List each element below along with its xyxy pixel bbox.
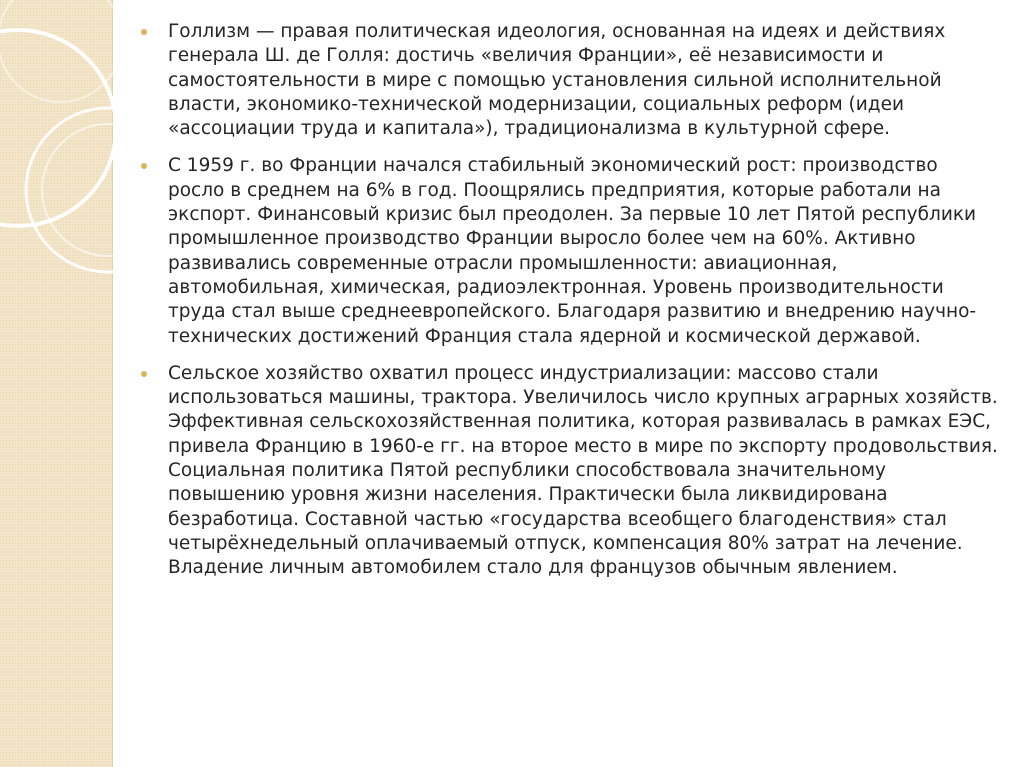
- bullet-text: Сельское хозяйство охватил процесс индустриализации: массово стали использоваться машины, трактора. Увеличилось число крупных аграрных хозяйств. Эффективная сельскохозяйственная политика, которая развивалась в рамках ЕЭС, привела Францию в 1960-е гг. на второе место в мире по экспорту продовольствия. Социальная политика Пятой республики способствовала значительному повышению уровня жизни населения. Практически была ликвидирована безработица. Составной частью «государства всеобщего благоденствия» стал четырёхнедельный оплачиваемый отпуск, компенсация 80% затрат на лечение. Владение личным автомобилем стало для французов обычным явлением.: [168, 362, 998, 579]
- bullet-text: С 1959 г. во Франции начался стабильный экономический рост: производство росло в среднем на 6% в год. Поощрялись предприятия, которые работали на экспорт. Финансовый кризис был преодолен. За первые 10 лет Пятой республики промышленное производство Франции выросло более чем на 60%. Активно развивались современные отрасли промышленности: авиационная, автомобильная, химическая, радиоэлектронная. Уровень производительности труда стал выше среднеевропейского. Благодаря развитию и внедрению научно-технических достижений Франция стала ядерной и космической державой.: [168, 155, 977, 347]
- bullet-dot-icon: [141, 371, 147, 377]
- bullet-item-agriculture: [138, 362, 998, 581]
- bullet-item-economic-growth: [138, 154, 998, 348]
- slide-content: [138, 20, 998, 594]
- bullet-text: Голлизм — правая политическая идеология, основанная на идеях и действиях генерала Ш. де Голля: достичь «величия Франции», её независимости и самостоятельности в мире с помощью установления сильной исполнительной власти, экономико-технической модернизации, социальных реформ (идеи «ассоциации труда и капитала»), традиционализма в культурной сфере.: [168, 21, 946, 140]
- bullet-list: [138, 20, 998, 581]
- bullet-dot-icon: [141, 163, 147, 169]
- bullet-item-gaullism: [138, 20, 998, 141]
- bullet-dot-icon: [141, 29, 147, 35]
